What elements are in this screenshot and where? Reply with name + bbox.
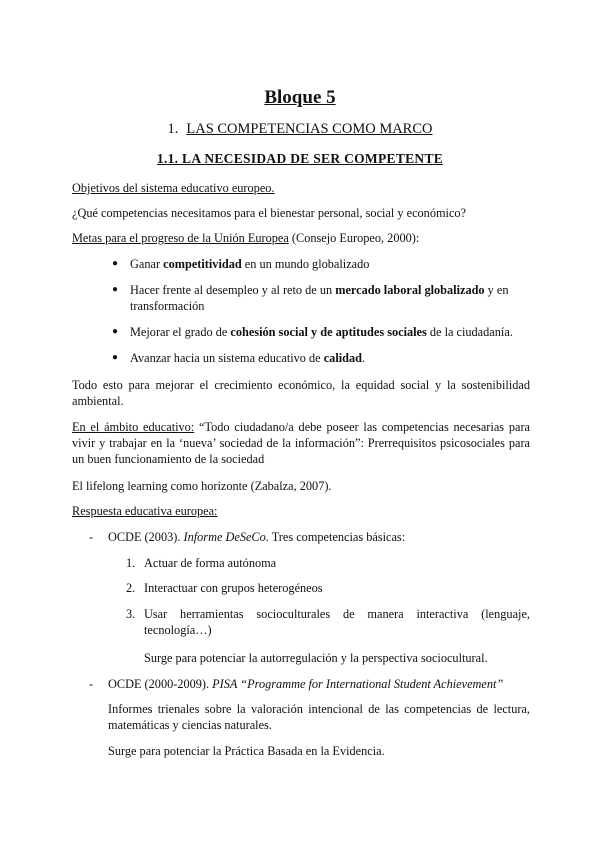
- bullet-dot-icon: ●: [112, 352, 119, 363]
- ambito-paragraph: [72, 419, 530, 467]
- list-item: 3. Usar herramientas socioculturales de manera interactiva (lenguaje, tecnología…): [126, 607, 530, 637]
- metas-rest: (Consejo Europeo, 2000):: [288, 231, 420, 245]
- bullet-dot-icon: ●: [112, 326, 119, 337]
- ambito-label: En el ámbito educativo:: [72, 420, 195, 434]
- ambito-text: “Todo ciudadano/a debe poseer las competencias necesarias para vivir y trabajar en la ‘nueva’ sociedad de la información”: Prerrequisitos psicosociales para un buen funcionamiento de la sociedad: [72, 420, 530, 466]
- dash-marker: -: [89, 677, 94, 691]
- section-title: LAS COMPETENCIAS COMO MARCO: [186, 121, 433, 137]
- list-item: 2. Interactuar con grupos heterogéneos: [126, 581, 323, 595]
- lifelong-paragraph: El lifelong learning como horizonte (Zabalza, 2007).: [72, 479, 332, 493]
- bullet-item: ● Hacer frente al desempleo y al reto de un mercado laboral globalizado y en transformación: [112, 283, 509, 313]
- bullet-dot-icon: ●: [112, 258, 119, 269]
- page-title: Bloque 5: [264, 87, 336, 108]
- section-heading: [0, 120, 600, 138]
- pisa-title: PISA “Programme for International Student Achievement”: [212, 677, 504, 691]
- metas-paragraph: [72, 230, 419, 246]
- question-text: ¿Qué competencias necesitamos para el bienestar personal, social y económico?: [72, 206, 467, 220]
- objetivos-heading: Objetivos del sistema educativo europeo.: [72, 181, 275, 195]
- surge-1-paragraph: Surge para potenciar la autorregulación y la perspectiva sociocultural.: [144, 651, 488, 665]
- ocde-2003-item: OCDE (2003). Informe DeSeCo. Tres competencias básicas:: [108, 530, 406, 544]
- list-item: 1. Actuar de forma autónoma: [126, 556, 277, 570]
- informe-deseco-title: Informe DeSeCo: [183, 530, 266, 544]
- subsection-heading: 1.1. LA NECESIDAD DE SER COMPETENTE: [156, 151, 444, 166]
- bullet-dot-icon: ●: [112, 284, 119, 295]
- surge-2-paragraph: Surge para potenciar la Práctica Basada en la Evidencia.: [108, 744, 385, 758]
- bullet-item: ● Mejorar el grado de cohesión social y de aptitudes sociales de la ciudadanía.: [112, 325, 513, 339]
- dash-marker: -: [89, 530, 94, 544]
- section-number: 1.: [167, 121, 179, 137]
- bullet-item: ● Ganar competitividad en un mundo globalizado: [112, 257, 370, 271]
- bullet-item: ● Avanzar hacia un sistema educativo de calidad.: [112, 351, 366, 365]
- todo-esto-paragraph: Todo esto para mejorar el crecimiento económico, la equidad social y la sostenibilidad ambiental.: [72, 378, 530, 408]
- respuesta-heading: Respuesta educativa europea:: [72, 504, 218, 518]
- informes-paragraph: Informes trienales sobre la valoración intencional de las competencias de lectura, matemáticas y ciencias naturales.: [108, 702, 530, 732]
- ocde-2000-2009-item: OCDE (2000-2009). PISA “Programme for International Student Achievement”: [108, 677, 504, 691]
- metas-link-text: Metas para el progreso de la Unión Europea: [72, 231, 289, 245]
